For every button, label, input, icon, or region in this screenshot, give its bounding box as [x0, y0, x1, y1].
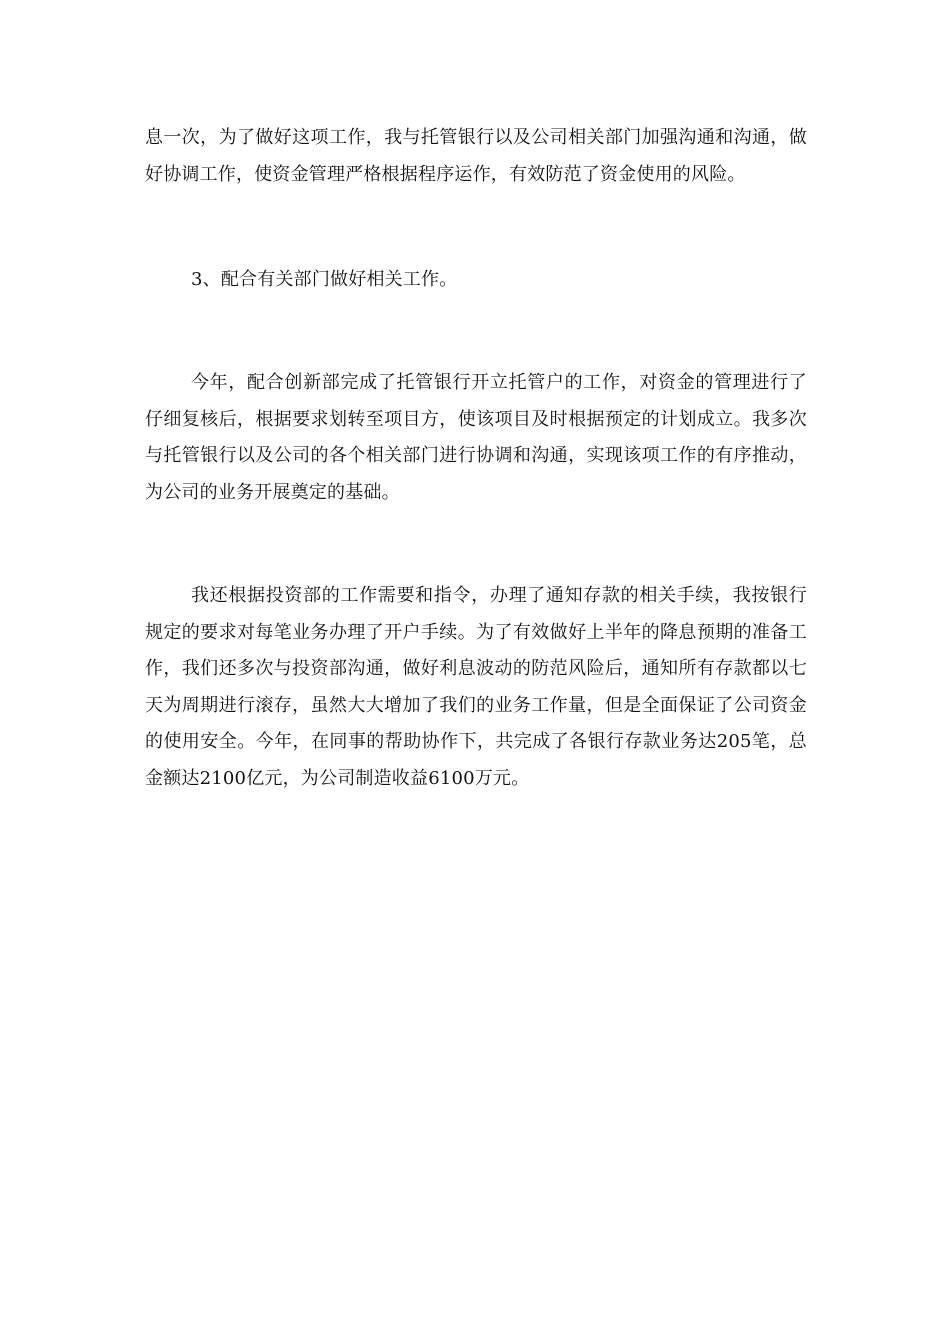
paragraph-continuation: 息一次，为了做好这项工作，我与托管银行以及公司相关部门加强沟通和沟通，做好协调工作，使资金管理严格根据程序运作，有效防范了资金使用的风险。 — [145, 127, 807, 185]
paragraph: 今年，配合创新部完成了托管银行开立托管户的工作，对资金的管理进行了仔细复核后，根据要求划转至项目方，使该项目及时根据预定的计划成立。我多次与托管银行以及公司的各个相关部门进行协调和沟通，实现该项工作的有序推动，为公司的业务开展奠定的基础。 — [145, 372, 807, 503]
paragraph: 我还根据投资部的工作需要和指令，办理了通知存款的相关手续，我按银行规定的要求对每笔业务办理了开户手续。为了有效做好上半年的降息预期的准备工作，我们还多次与投资部沟通，做好利息波动的防范风险后，通知所有存款都以七天为周期进行滚存，虽然大大增加了我们的业务工作量，但是全面保证了公司资金的使用安全。今年，在同事的帮助协作下，共完成了各银行存款业务达205笔，总金额达2100亿元，为公司制造收益6100万元。 — [145, 585, 807, 789]
section-heading: 3、配合有关部门做好相关工作。 — [191, 269, 458, 290]
